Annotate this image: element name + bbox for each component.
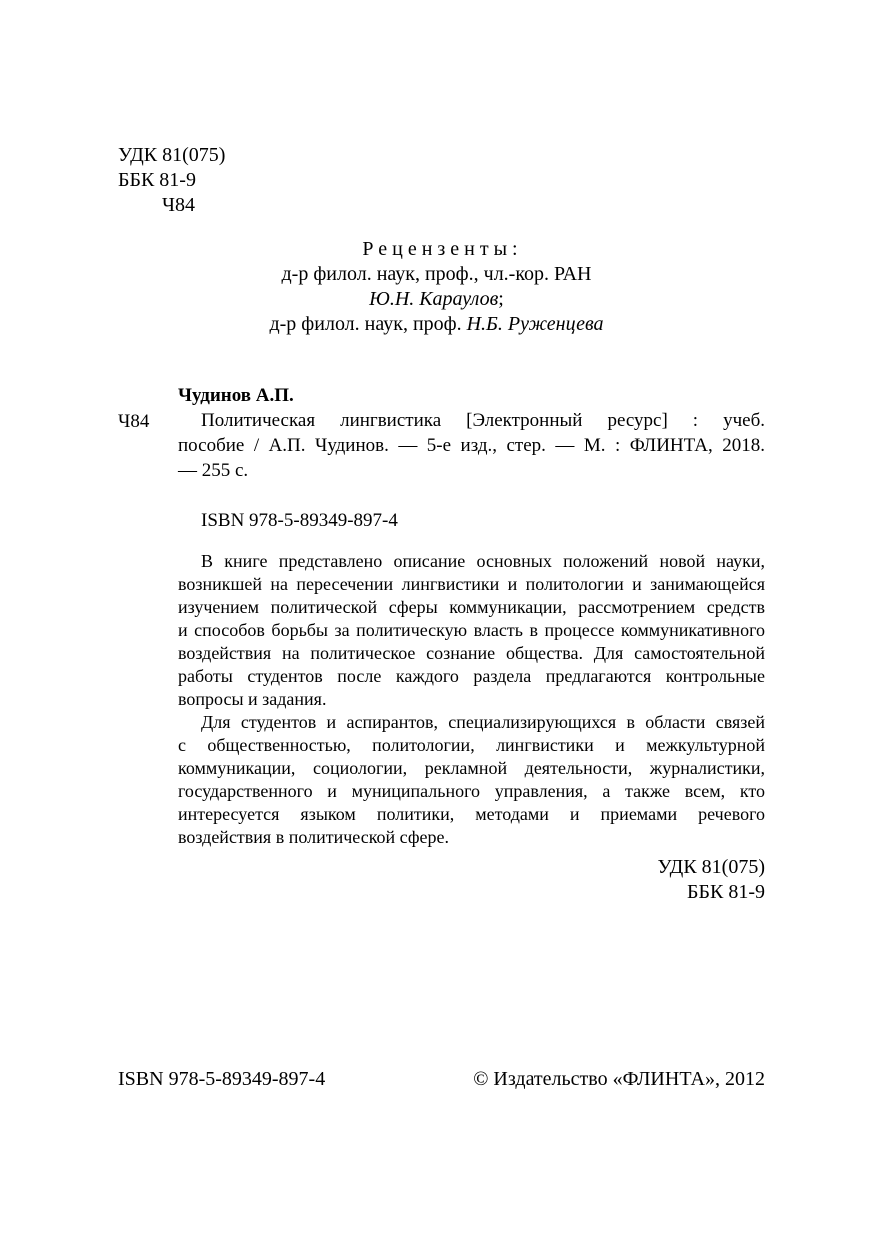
bib-line-1: Политическая лингвистика [Электронный ресурс] : учеб. <box>201 410 765 431</box>
reviewer-name-2: Н.Б. Руженцева <box>466 313 604 335</box>
abstract-p2-line: воздействия в политической сфере. <box>178 827 450 847</box>
abstract-p2-line: государственного и муниципального управления, а также всем, кто <box>178 781 765 801</box>
abstract-p1-line: возникшей на пересечении лингвистики и политологии и занимающейся <box>178 574 765 594</box>
abstract-p2-line: коммуникации, социологии, рекламной деятельности, журналистики, <box>178 758 765 778</box>
bib-line-2: пособие / А.П. Чудинов. — 5-е изд., стер. — М. : ФЛИНТА, 2018. <box>178 435 765 456</box>
footer-udk-code: УДК 81(075) <box>657 856 765 878</box>
bib-author-mark: Ч84 <box>118 411 150 432</box>
abstract-p2-line: Для студентов и аспирантов, специализирующихся в области связей <box>201 712 765 732</box>
author-mark: Ч84 <box>162 194 195 216</box>
abstract-p2-line: интересуется языком политики, методами и приемами речевого <box>178 804 765 824</box>
bib-line-3: — 255 с. <box>178 460 249 481</box>
udk-code: УДК 81(075) <box>118 144 226 166</box>
abstract-p1-line: работы студентов после каждого раздела предлагаются контрольные <box>178 666 765 686</box>
abstract-p1-line: вопросы и задания. <box>178 689 327 709</box>
copyright: © Издательство «ФЛИНТА», 2012 <box>473 1068 765 1090</box>
footer-bbk-code: ББК 81-9 <box>687 881 765 903</box>
abstract-p1-line: В книге представлено описание основных положений новой науки, <box>201 551 765 571</box>
bbk-code: ББК 81-9 <box>118 169 196 191</box>
book-author: Чудинов А.П. <box>178 385 294 406</box>
reviewer-line-3 <box>0 313 873 336</box>
reviewer-line-1: д-р филол. наук, проф., чл.-кор. РАН <box>281 263 592 285</box>
abstract-p1-line: изучением политической сферы коммуникации, рассмотрением средств <box>178 597 765 617</box>
reviewer-degree-2: д-р филол. наук, проф. <box>269 313 467 335</box>
abstract-p1-line: воздействия на политическое сознание общества. Для самостоятельной <box>178 643 765 663</box>
abstract-p2-line: с общественностью, политологии, лингвистики и межкультурной <box>178 735 765 755</box>
reviewer-line-2 <box>0 288 873 311</box>
abstract-p1-line: и способов борьбы за политическую власть в процессе коммуникативного <box>178 620 765 640</box>
reviewer-sep: ; <box>498 288 504 310</box>
footer-isbn: ISBN 978-5-89349-897-4 <box>118 1068 326 1090</box>
reviewer-name-1: Ю.Н. Караулов <box>369 288 499 310</box>
reviewers-title: Рецензенты: <box>362 238 523 260</box>
bib-isbn: ISBN 978-5-89349-897-4 <box>201 510 398 531</box>
